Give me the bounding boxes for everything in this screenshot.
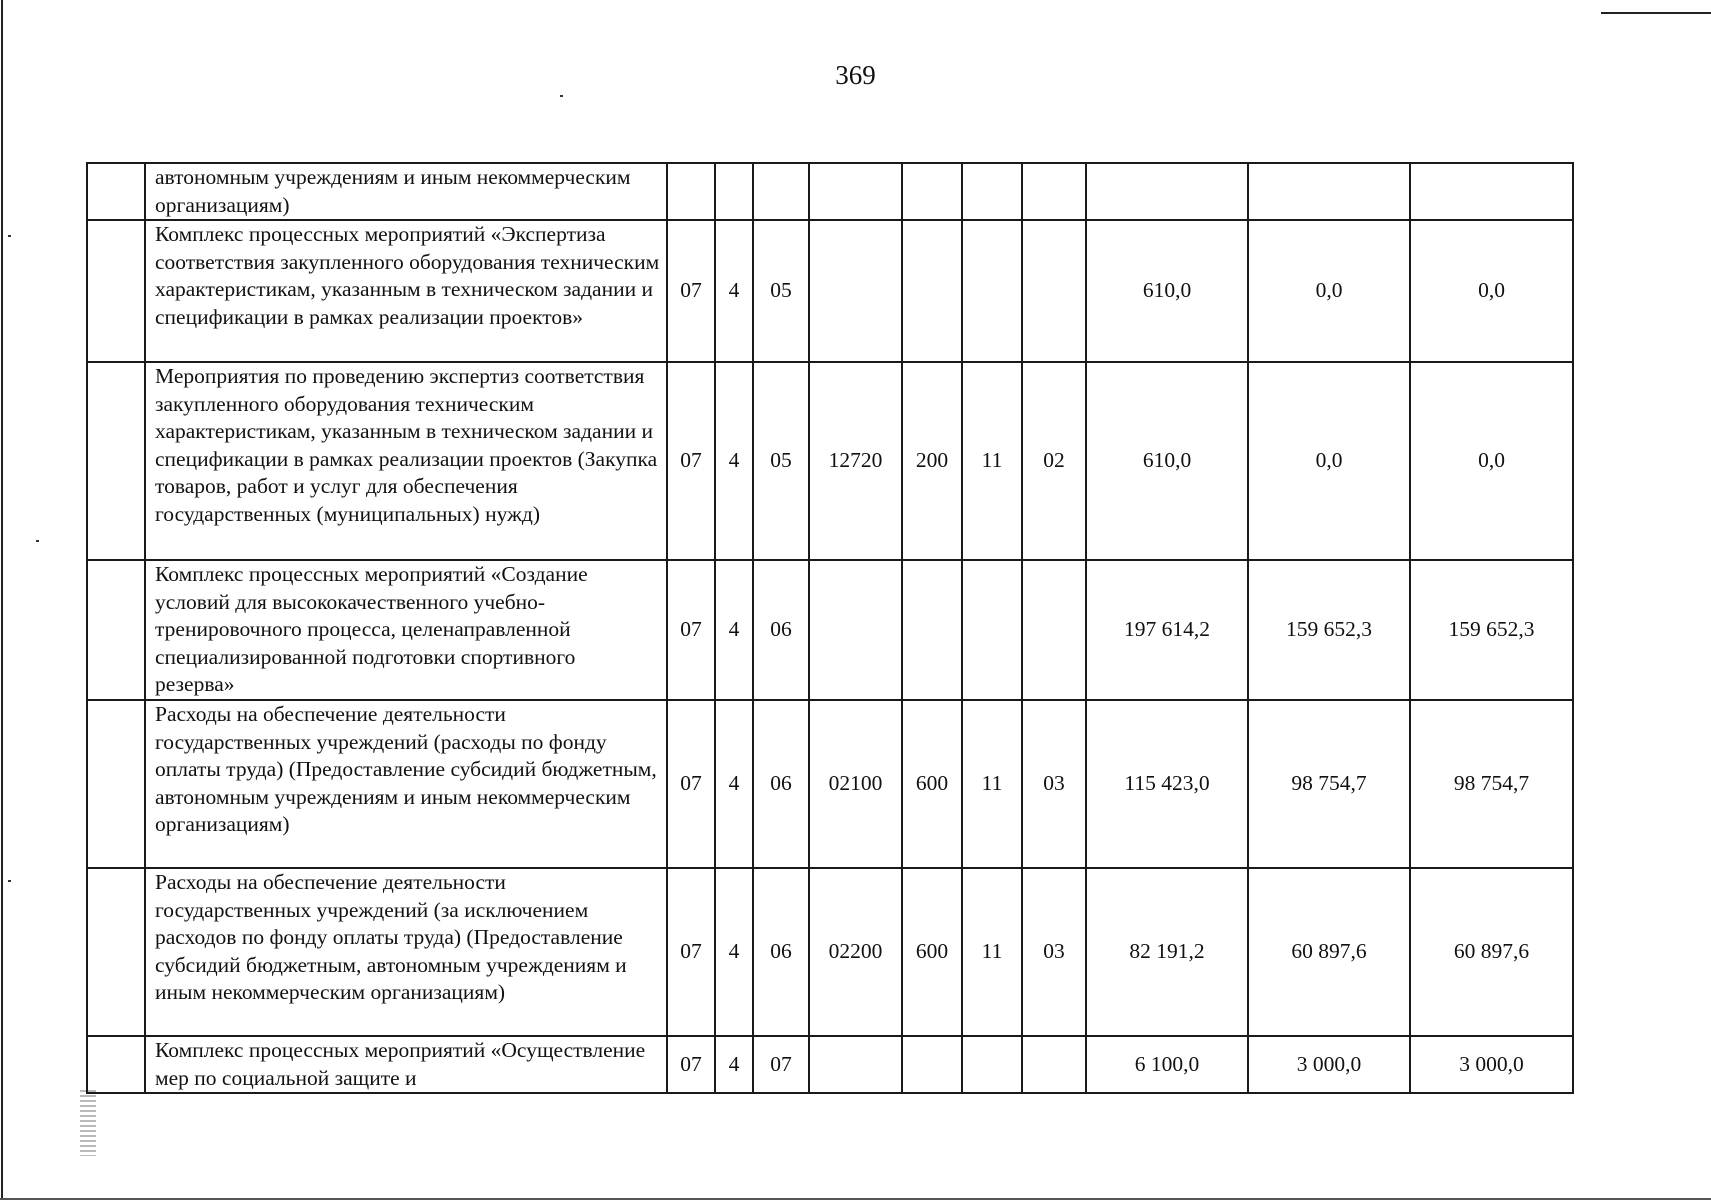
table-row: [87, 362, 1573, 560]
row-number-cell: [87, 362, 145, 560]
budget-table: [86, 162, 1574, 1094]
row-number-cell: [87, 560, 145, 700]
amount-cell: 610,0: [1086, 362, 1248, 560]
code-cell: [962, 163, 1022, 220]
row-number-cell: [87, 868, 145, 1036]
amount-cell: 0,0: [1248, 220, 1410, 362]
scan-top-right-line: [1601, 12, 1711, 14]
code-cell: [902, 560, 962, 700]
amount-cell: 60 897,6: [1410, 868, 1573, 1036]
row-number-cell: [87, 700, 145, 868]
code-cell: 05: [753, 362, 809, 560]
row-name: Комплекс процессных мероприятий «Осуществление мер по социальной защите и: [145, 1036, 667, 1093]
code-cell: 11: [962, 868, 1022, 1036]
code-cell: 4: [715, 1036, 753, 1093]
row-name: Расходы на обеспечение деятельности государственных учреждений (за исключением расходов по фонду оплаты труда) (Предоставление субсидий бюджетным, автономным учреждениям и иным некоммерческим организациям): [145, 868, 667, 1036]
code-cell: [902, 220, 962, 362]
row-name: автономным учреждениям и иным некоммерческим организациям): [145, 163, 667, 220]
row-name: Комплекс процессных мероприятий «Экспертиза соответствия закупленного оборудования техническим характеристикам, указанным в техническом задании и спецификации в рамках реализации проектов»: [145, 220, 667, 362]
amount-cell: 197 614,2: [1086, 560, 1248, 700]
code-cell: [962, 220, 1022, 362]
row-number-cell: [87, 220, 145, 362]
code-cell: 4: [715, 362, 753, 560]
amount-cell: 98 754,7: [1248, 700, 1410, 868]
code-cell: [809, 560, 902, 700]
code-cell: 02200: [809, 868, 902, 1036]
code-cell: 06: [753, 868, 809, 1036]
code-cell: 600: [902, 700, 962, 868]
scan-speck: [560, 95, 563, 97]
code-cell: 200: [902, 362, 962, 560]
code-cell: [809, 1036, 902, 1093]
code-cell: [902, 1036, 962, 1093]
amount-cell: 98 754,7: [1410, 700, 1573, 868]
amount-cell: 82 191,2: [1086, 868, 1248, 1036]
row-name: Комплекс процессных мероприятий «Создание условий для высококачественного учебно-тренировочного процесса, целенаправленной специализированной подготовки спортивного резерва»: [145, 560, 667, 700]
table-row: [87, 1036, 1573, 1093]
code-cell: [902, 163, 962, 220]
table-row: [87, 220, 1573, 362]
amount-cell: 3 000,0: [1248, 1036, 1410, 1093]
scan-speck: [8, 235, 11, 237]
code-cell: 05: [753, 220, 809, 362]
row-number-cell: [87, 163, 145, 220]
row-name: Расходы на обеспечение деятельности государственных учреждений (расходы по фонду оплаты труда) (Предоставление субсидий бюджетным, автономным учреждениям и иным некоммерческим организациям): [145, 700, 667, 868]
code-cell: [1022, 560, 1086, 700]
amount-cell: 3 000,0: [1410, 1036, 1573, 1093]
amount-cell: 0,0: [1410, 362, 1573, 560]
code-cell: 07: [667, 220, 715, 362]
table-row: [87, 868, 1573, 1036]
amount-cell: 0,0: [1248, 362, 1410, 560]
amount-cell: 610,0: [1086, 220, 1248, 362]
amount-cell: 115 423,0: [1086, 700, 1248, 868]
code-cell: [667, 163, 715, 220]
amount-cell: [1248, 163, 1410, 220]
code-cell: 07: [667, 362, 715, 560]
code-cell: 07: [667, 560, 715, 700]
code-cell: 600: [902, 868, 962, 1036]
code-cell: 4: [715, 560, 753, 700]
amount-cell: [1410, 163, 1573, 220]
row-name: Мероприятия по проведению экспертиз соответствия закупленного оборудования техническим характеристикам, указанным в техническом задании и спецификации в рамках реализации проектов (Закупка товаров, работ и услуг для обеспечения государственных (муниципальных) нужд): [145, 362, 667, 560]
row-number-cell: [87, 1036, 145, 1093]
code-cell: 07: [667, 700, 715, 868]
code-cell: 02: [1022, 362, 1086, 560]
scan-left-edge: [1, 0, 3, 1200]
amount-cell: 159 652,3: [1410, 560, 1573, 700]
code-cell: [1022, 220, 1086, 362]
table-row: [87, 560, 1573, 700]
code-cell: 4: [715, 868, 753, 1036]
code-cell: 06: [753, 700, 809, 868]
edge-stamp-mark: [80, 1090, 96, 1156]
code-cell: [1022, 163, 1086, 220]
code-cell: 06: [753, 560, 809, 700]
code-cell: 03: [1022, 700, 1086, 868]
code-cell: 11: [962, 700, 1022, 868]
scan-speck: [36, 540, 39, 542]
table-row: [87, 700, 1573, 868]
page-number: 369: [835, 60, 876, 90]
code-cell: 03: [1022, 868, 1086, 1036]
code-cell: 11: [962, 362, 1022, 560]
code-cell: 4: [715, 220, 753, 362]
code-cell: [1022, 1036, 1086, 1093]
code-cell: [962, 560, 1022, 700]
code-cell: [809, 220, 902, 362]
table-row: [87, 163, 1573, 220]
code-cell: [715, 163, 753, 220]
amount-cell: 60 897,6: [1248, 868, 1410, 1036]
code-cell: 07: [667, 868, 715, 1036]
amount-cell: 0,0: [1410, 220, 1573, 362]
amount-cell: 6 100,0: [1086, 1036, 1248, 1093]
amount-cell: [1086, 163, 1248, 220]
code-cell: 02100: [809, 700, 902, 868]
amount-cell: 159 652,3: [1248, 560, 1410, 700]
code-cell: [753, 163, 809, 220]
code-cell: 12720: [809, 362, 902, 560]
scan-speck: [8, 880, 11, 882]
code-cell: 4: [715, 700, 753, 868]
code-cell: 07: [667, 1036, 715, 1093]
code-cell: 07: [753, 1036, 809, 1093]
code-cell: [809, 163, 902, 220]
code-cell: [962, 1036, 1022, 1093]
